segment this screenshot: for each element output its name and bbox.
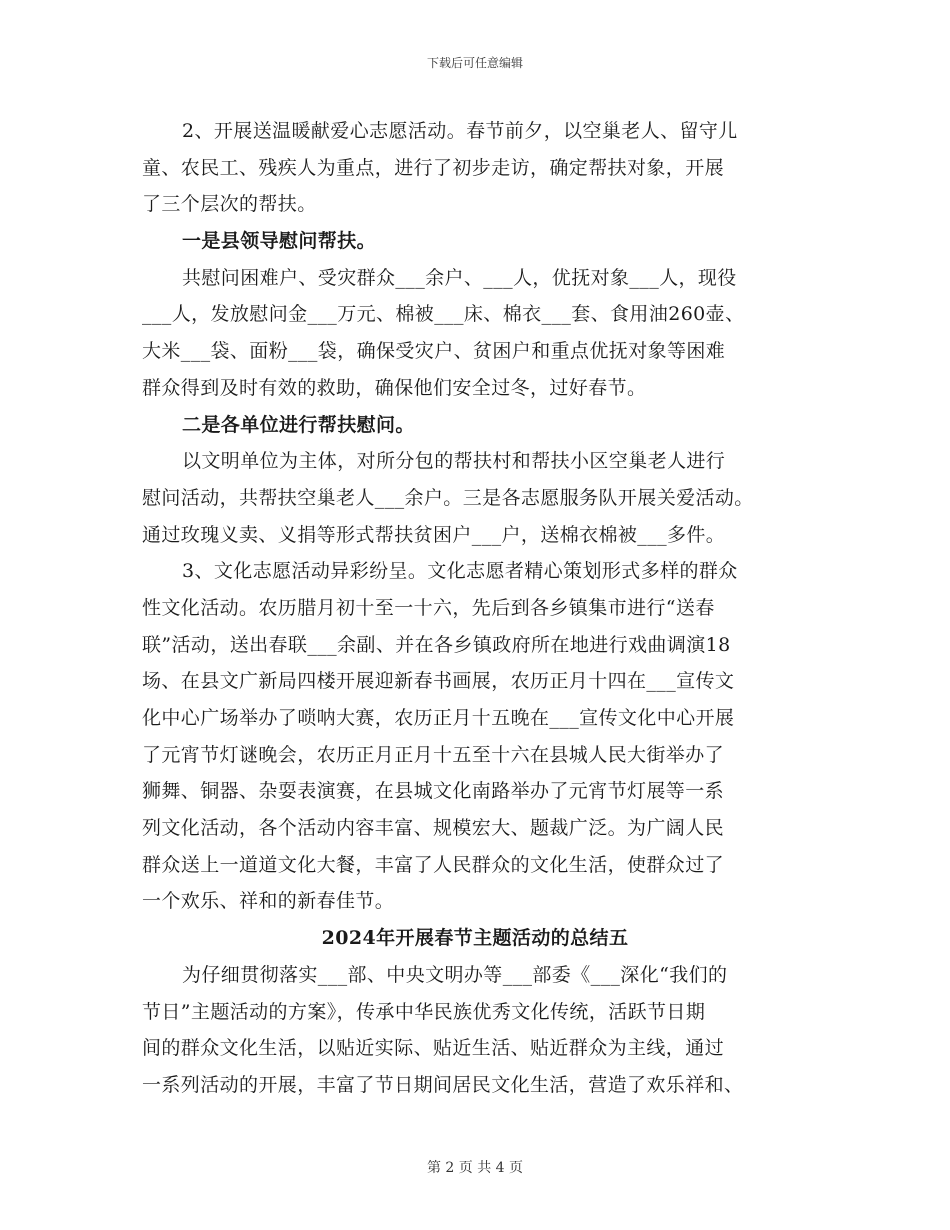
text-line: 大米___袋、面粉___袋，确保受灾户、贫困户和重点优抚对象等困难 xyxy=(142,340,726,363)
page-footer: 第 2 页 共 4 页 xyxy=(426,1160,524,1176)
text-line: 性文化活动。农历腊月初十至一十六，先后到各乡镇集市进行“送春 xyxy=(142,596,715,619)
section-title: 2024年开展春节主题活动的总结五 xyxy=(321,927,629,950)
text-line: 群众送上一道道文化大餐，丰富了人民群众的文化生活，使群众过了 xyxy=(142,853,725,876)
subheading-line: 二是各单位进行帮扶慰问。 xyxy=(182,413,415,436)
document-body xyxy=(142,113,808,1104)
text-line: 慰问活动，共帮扶空巢老人___余户。三是各志愿服务队开展关爱活动。 xyxy=(142,486,754,509)
text-line: ___人，发放慰问金___万元、棉被___床、棉衣___套、食用油260壶、 xyxy=(142,303,745,326)
text-line: 童、农民工、残疾人为重点，进行了初步走访，确定帮扶对象，开展 xyxy=(142,156,725,179)
page-header: 下载后可任意编辑 xyxy=(426,56,523,70)
text-line: 场、在县文广新局四楼开展迎新春书画展，农历正月十四在___宣传文 xyxy=(142,670,735,693)
text-line: 一系列活动的开展，丰富了节日期间居民文化生活，营造了欢乐祥和、 xyxy=(142,1073,744,1096)
text-line: 一个欢乐、祥和的新春佳节。 xyxy=(142,890,395,913)
text-line: 了三个层次的帮扶。 xyxy=(142,193,317,216)
text-line: 3、文化志愿活动异彩纷呈。文化志愿者精心策划形式多样的群众 xyxy=(182,560,738,583)
text-line: 狮舞、铜器、杂耍表演赛，在县城文化南路举办了元宵节灯展等一系 xyxy=(142,780,725,803)
text-line: 间的群众文化生活，以贴近实际、贴近生活、贴近群众为主线，通过 xyxy=(142,1037,725,1060)
text-line: 化中心广场举办了唢呐大赛，农历正月十五晚在___宣传文化中心开展 xyxy=(142,707,735,729)
text-line: 联”活动，送出春联___余副、并在各乡镇政府所在地进行戏曲调演18 xyxy=(142,633,731,656)
text-line: 通过玫瑰义卖、义捐等形式帮扶贫困户___户，送棉衣棉被___多件。 xyxy=(142,523,726,546)
text-line: 以文明单位为主体，对所分包的帮扶村和帮扶小区空巢老人进行 xyxy=(182,450,726,473)
text-line: 了元宵节灯谜晚会，农历正月正月十五至十六在县城人民大街举办了 xyxy=(142,743,725,766)
text-line: 群众得到及时有效的救助，确保他们安全过冬，过好春节。 xyxy=(142,376,647,399)
text-line: 列文化活动，各个活动内容丰富、规模宏大、题裁广泛。为广阔人民 xyxy=(142,817,725,840)
text-line: 节日”主题活动的方案》，传承中华民族优秀文化传统，活跃节日期 xyxy=(142,1000,706,1023)
subheading-line: 一是县领导慰问帮扶。 xyxy=(182,230,377,253)
text-line: 共慰问困难户、受灾群众___余户、___人，优抚对象___人，现役 xyxy=(182,266,737,289)
text-line: 为仔细贯彻落实___部、中央文明办等___部委《___深化“我们的 xyxy=(182,963,728,986)
text-line: 2、开展送温暖献爱心志愿活动。春节前夕，以空巢老人、留守儿 xyxy=(182,120,738,142)
